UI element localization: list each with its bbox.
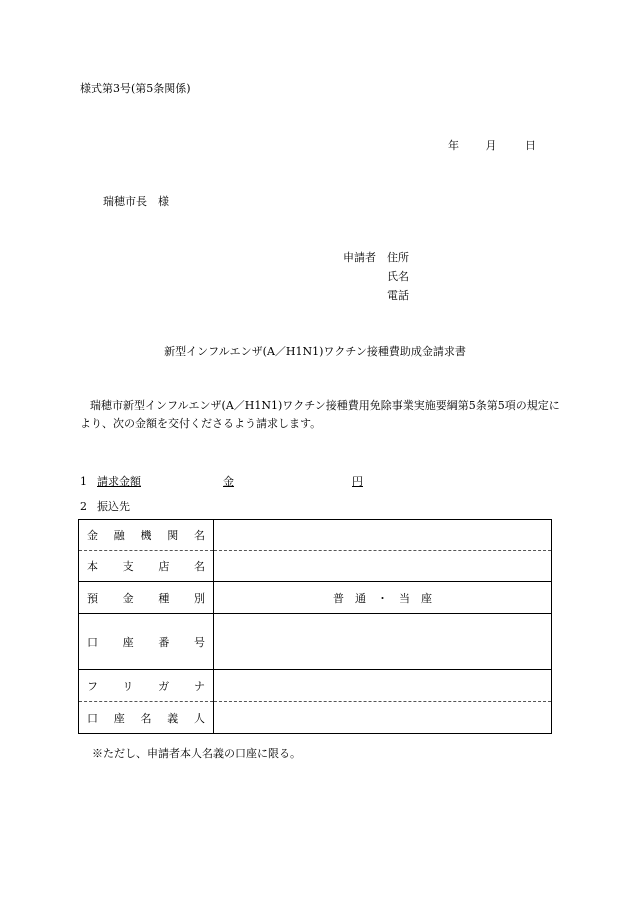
applicant-label: 申請者	[343, 251, 376, 264]
branch-name-field[interactable]	[214, 551, 552, 582]
body-text: 瑞穂市新型インフルエンザ(A／H1N1)ワクチン接種費用免除事業実施要綱第5条第5項の規定により、次の金額を交付くださるよう請求します。	[80, 399, 560, 430]
applicant-phone-label: 電話	[387, 289, 409, 302]
item2-label: 振込先	[97, 500, 130, 513]
table-row	[79, 582, 552, 614]
account-number-field[interactable]	[214, 614, 552, 670]
date-day: 日	[525, 139, 536, 152]
deposit-type-label: 預金種別	[79, 582, 214, 614]
applicant-address-row	[343, 249, 409, 265]
account-number-label: 口座番号	[79, 614, 214, 670]
bank-name-label: 金融機関名	[79, 520, 214, 551]
account-holder-field[interactable]	[214, 702, 552, 734]
table-row	[79, 520, 552, 551]
bank-account-table	[78, 519, 552, 734]
furigana-label: フリガナ	[79, 670, 214, 702]
table-row	[79, 614, 552, 670]
table-row	[79, 702, 552, 734]
applicant-name-row	[343, 268, 409, 284]
item1-label: 請求金額	[97, 475, 141, 488]
claim-amount-line	[80, 473, 363, 489]
form-number: 様式第3号(第5条関係)	[80, 82, 191, 95]
transfer-destination-heading	[80, 498, 130, 514]
account-holder-label: 口座名義人	[79, 702, 214, 734]
furigana-field[interactable]	[214, 670, 552, 702]
claim-amount-field[interactable]	[97, 475, 363, 488]
item1-kin: 金	[223, 475, 234, 488]
applicant-phone-row	[343, 287, 409, 303]
document-title: 新型インフルエンザ(A／H1N1)ワクチン接種費助成金請求書	[164, 345, 466, 358]
addressee: 瑞穂市長 様	[103, 195, 169, 208]
date-year: 年	[448, 139, 459, 152]
applicant-address-label: 住所	[387, 251, 409, 264]
date-line	[448, 137, 536, 153]
table-row	[79, 551, 552, 582]
deposit-type-options[interactable]: 普 通 ・ 当 座	[214, 582, 552, 614]
item2-number: 2	[80, 500, 87, 513]
footnote: ※ただし、申請者本人名義の口座に限る。	[92, 747, 301, 760]
date-month: 月	[485, 139, 497, 152]
item1-number: 1	[80, 475, 87, 488]
branch-name-label: 本支店名	[79, 551, 214, 582]
applicant-name-label: 氏名	[387, 270, 409, 283]
table-row	[79, 670, 552, 702]
item1-yen: 円	[352, 475, 363, 488]
bank-name-field[interactable]	[214, 520, 552, 551]
